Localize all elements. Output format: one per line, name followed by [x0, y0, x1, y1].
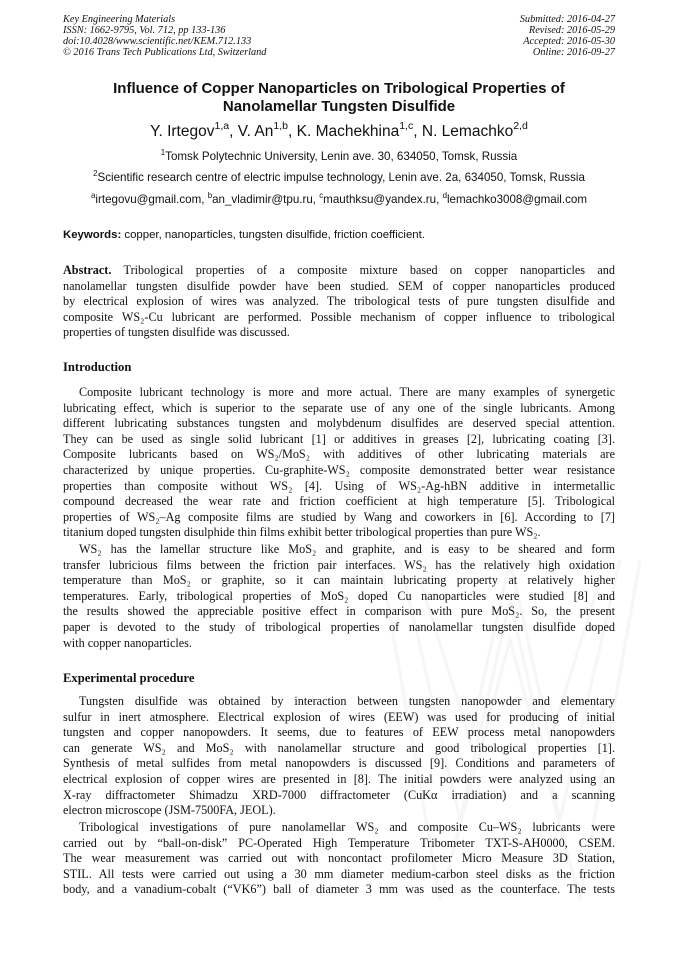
- affil-text: Tomsk Polytechnic University, Lenin ave. 30, 634050, Tomsk, Russia: [165, 150, 518, 163]
- paragraph-line: properties of WS₂–Ag composite films are studied by Wang and coworkers in [6]. According to [7]: [63, 509, 615, 524]
- intro-paragraph-2: [63, 542, 615, 651]
- email-mark: d: [442, 190, 447, 200]
- paragraph-line: Synthesis of metal sulfides from metal nanopowders is discussed [9]. Conditions and parameters of: [63, 756, 615, 771]
- author-affil-mark: 2,d: [513, 120, 528, 133]
- date-accepted: Accepted: 2016-05-30: [523, 36, 615, 47]
- email-text: an_vladimir@tpu.ru,: [212, 193, 320, 206]
- paragraph-line: temperatures. Early, tribological properties of MoS₂ doped Cu nanoparticles were studied [8] and: [63, 588, 615, 603]
- keywords-label: Keywords:: [63, 229, 122, 241]
- author-name: K. Machekhina: [296, 123, 400, 140]
- paragraph-line: can generate WS₂ and MoS₂ with nanolamellar structure and good tribological properties [1].: [63, 740, 615, 755]
- paragraph-line: properties than composite without WS₂ [4]. Using of WS₂-Ag-hBN additive in intermetallic: [63, 478, 615, 493]
- abstract-label: Abstract.: [63, 263, 112, 277]
- author-affil-mark: 1,a: [214, 120, 230, 133]
- paragraph-line: composite WS₂-Cu lubricant are performed. Possible mechanism of copper influence to tribological: [63, 309, 615, 324]
- paragraph-line: properties of tungsten disulfide was discussed.: [63, 325, 290, 340]
- paragraph-line: [63, 263, 615, 279]
- paragraph-line: electrical explosion of copper wires are presented in [8]. The initial powders were analyzed using an: [63, 771, 615, 786]
- experimental-paragraph-1: [63, 694, 615, 819]
- paragraph-line: sulfur in inert atmosphere. Electrical explosion of wires (EEW) was used for producing of initial: [63, 709, 615, 724]
- email-text: mauthksu@yandex.ru,: [323, 193, 443, 206]
- paragraph-line: titanium doped tungsten disulphide thin films exhibit better tribological properties than pure WS₂.: [63, 525, 541, 540]
- email-mark: b: [207, 190, 213, 200]
- affil-text: Scientific research centre of electric impulse technology, Lenin ave. 2a, 634050, Tomsk, Russia: [97, 171, 585, 184]
- paragraph-line: different lubricating substances tungsten and molybdenum disulfides are deserved special attention.: [63, 416, 615, 431]
- paragraph-line: temperature than MoS₂ or graphite, so it can maintain lubricating property at relatively higher: [63, 573, 615, 588]
- email-mark: c: [319, 190, 324, 200]
- paragraph-line: tungsten and copper nanopowders. It seems, due to features of EEW process metal nanopowders: [63, 725, 615, 740]
- paragraph-line: characterized by unique properties. Cu-graphite-WS₂ composite demonstrated better wear resistance: [63, 462, 615, 477]
- author-name: V. An: [237, 123, 274, 140]
- paragraph-line: compound decreased the wear rate and friction coefficient at high temperature [5]. Tribological: [63, 494, 615, 509]
- paragraph-line: X-ray diffractometer Shimadzu XRD-7000 diffractometer (CuKα irradiation) and a scanning: [63, 787, 615, 802]
- affil-mark: 1: [160, 147, 166, 157]
- keywords-text: copper, nanoparticles, tungsten disulfide, friction coefficient.: [121, 229, 425, 241]
- title-line: Nanolamellar Tungsten Disulfide: [222, 98, 456, 115]
- email-text: irtegovu@gmail.com,: [95, 193, 208, 206]
- author-list: Y. Irtegov$^{1,a}$, V. An$^{1,b}$, K. Machekhina$^{1,c}$, N. Lemachko$^{2,d}$: [150, 120, 528, 140]
- paragraph-line: lubricating effect, which is superior to the separate use of any one of the single lubricants. Among: [63, 400, 615, 415]
- paragraph-line: by electrical explosion of wires was analyzed. The tribological tests of pure tungsten disulfide and: [63, 294, 615, 309]
- paragraph-line: paper is devoted to the study of tribological properties of nanolamellar tungsten disulfide doped: [63, 619, 615, 634]
- affiliation-1: [63, 147, 615, 164]
- paragraph-line: transfer lubricious films between the friction pair interfaces. WS₂ has the relatively high oxidation: [63, 557, 615, 572]
- journal-info: [63, 14, 266, 58]
- paragraph-line: Tungsten disulfide was obtained by interaction between tungsten nanopowder and elementary: [79, 694, 615, 708]
- paragraph-line: STIL. All tests were carried out using a 30 mm diameter medium-carbon steel disks as the friction: [63, 866, 615, 881]
- paragraph-line: electron microscope (JSM-7500FA, JEOL).: [63, 803, 276, 818]
- paragraph-line: body, and a vanadium-cobalt (“VK6”) ball of diameter 3 mm was used as the counterface. The tests: [63, 882, 615, 897]
- keywords: [63, 228, 615, 242]
- author-name: Y. Irtegov: [150, 123, 215, 140]
- paragraph-line: They can be used as single solid lubricant [1] or additives in greases [2], lubricating coating [3].: [63, 431, 615, 446]
- email-mark: a: [91, 190, 96, 200]
- paragraph-line: Composite lubricant technology is more and more actual. There are many examples of synergetic: [79, 385, 615, 399]
- author-emails: [63, 190, 615, 207]
- date-submitted: Submitted: 2016-04-27: [519, 14, 615, 25]
- intro-paragraph-1: [63, 385, 615, 541]
- author-affil-mark: 1,c: [399, 120, 414, 133]
- paragraph-line: WS₂ has the lamellar structure like MoS₂ and graphite, and is easy to be sheared and form: [79, 542, 615, 556]
- paragraph-line: The wear measurement was carried out with noncontact profilometer Micro Measure 3D Station,: [63, 851, 615, 866]
- paragraph-line: carried out by “ball-on-disk” PC-Operated High Temperature Tribometer TXT-S-AH0000, CSEM.: [63, 835, 615, 850]
- paper-title: [63, 80, 615, 116]
- experimental-paragraph-2: [63, 820, 615, 898]
- journal-issn: ISSN: 1662-9795, Vol. 712, pp 133-136: [63, 25, 226, 36]
- paragraph-line: nanolamellar tungsten disulfide powder have been studied. SEM of copper nanoparticles produced: [63, 278, 615, 293]
- section-heading-experimental: Experimental procedure: [63, 671, 195, 685]
- title-line: Influence of Copper Nanoparticles on Tribological Properties of: [113, 80, 565, 97]
- journal-copyright: © 2016 Trans Tech Publications Ltd, Switzerland: [63, 47, 267, 58]
- affiliation-2: [63, 168, 615, 185]
- affil-mark: 2: [93, 168, 98, 178]
- email-text: lemachko3008@gmail.com: [446, 193, 587, 206]
- paragraph-line: Composite lubricants based on WS₂/MoS₂ with additives of other lubricating materials are: [63, 447, 615, 462]
- paragraph-line: Tribological investigations of pure nanolamellar WS₂ and composite Cu–WS₂ lubricants were: [79, 820, 615, 834]
- publication-dates: [520, 14, 615, 58]
- section-heading-introduction: Introduction: [63, 360, 132, 374]
- date-revised: Revised: 2016-05-29: [528, 25, 615, 36]
- paragraph-line: the results showed the appreciable positive effect in comparison with pure MoS₂. So, the present: [63, 604, 615, 619]
- author-name: N. Lemachko: [421, 123, 514, 140]
- date-online: Online: 2016-09-27: [532, 47, 615, 58]
- journal-doi: doi:10.4028/www.scientific.net/KEM.712.133: [63, 36, 252, 47]
- journal-name: Key Engineering Materials: [63, 14, 176, 25]
- abstract-text: Tribological properties of a composite mixture based on copper nanoparticles and: [111, 263, 615, 277]
- author-affil-mark: 1,b: [273, 120, 289, 133]
- abstract: [63, 263, 615, 341]
- paragraph-line: with copper nanoparticles.: [63, 635, 192, 650]
